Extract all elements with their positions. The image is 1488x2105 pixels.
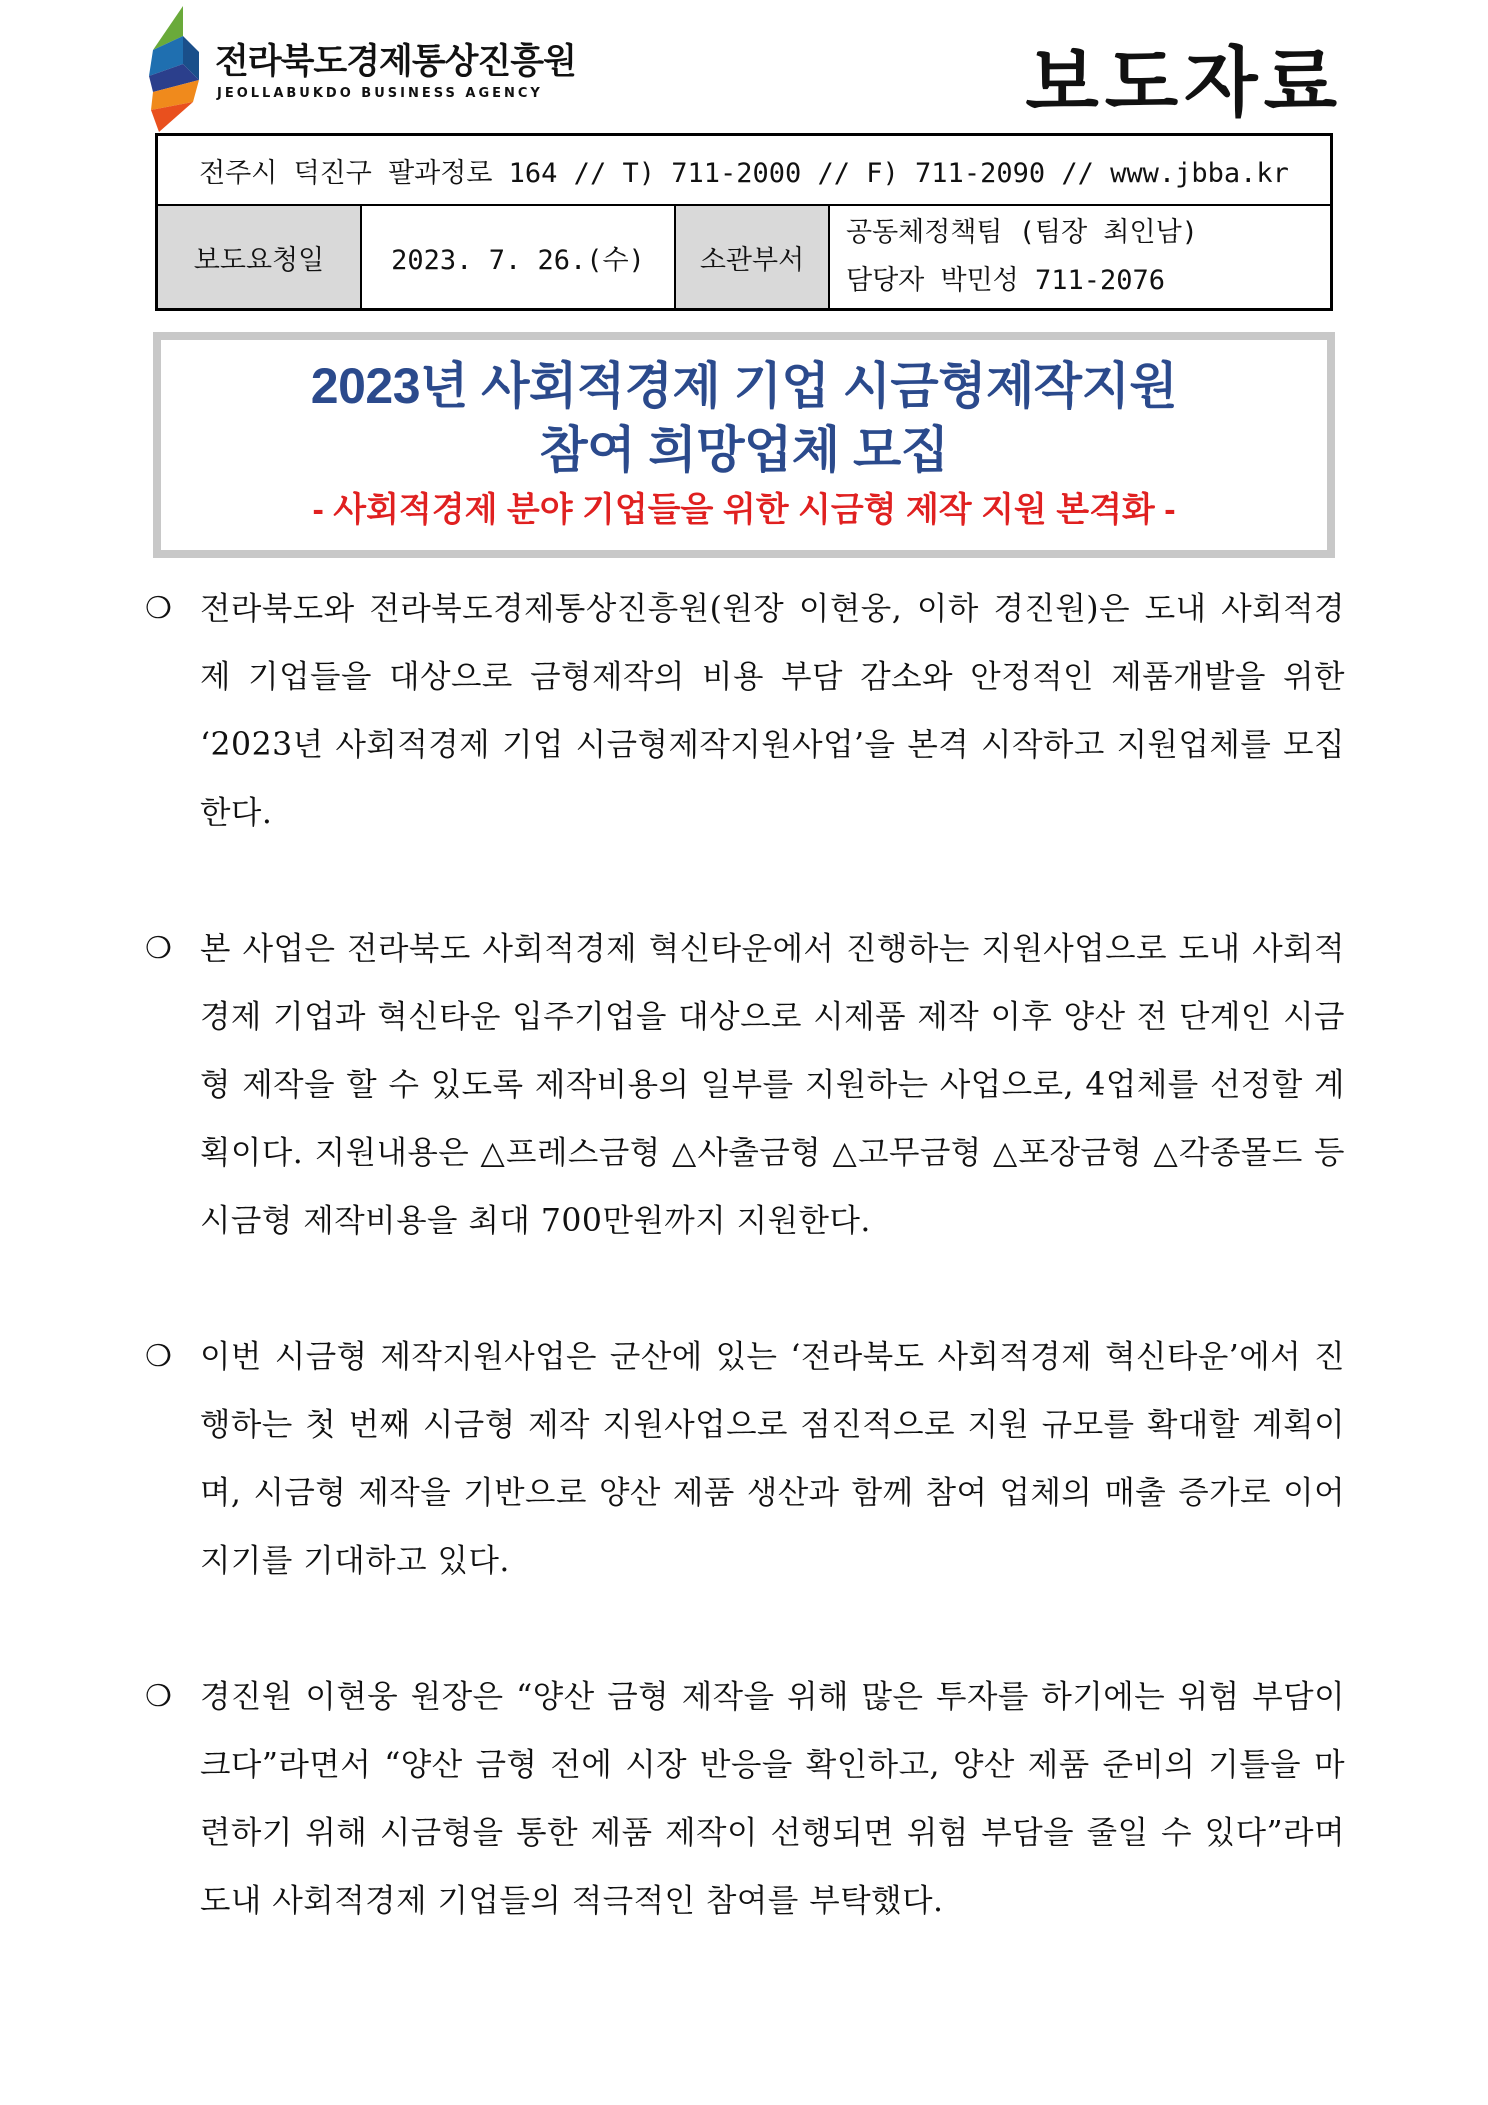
bullet-circle-icon: ❍ [145,931,173,966]
paragraph-text: 경진원 이현웅 원장은 “양산 금형 제작을 위해 많은 투자를 하기에는 위험 부담이 크다”라면서 “양산 금형 전에 시장 반응을 확인하고, 양산 제품 준비의 기틀을 마련하기 위해 시금형을 통한 제품 제작이 선행되면 위험 부담을 줄일 수 있다”라며 도내 사회적경제 기업들의 적극적인 참여를 부탁했다. [200,1679,1345,1919]
dept-label: 소관부서 [675,205,829,310]
agency-logo-icon [145,6,215,132]
title-box [153,332,1335,558]
headline-subtitle: - 사회적경제 분야 기업들을 위한 시금형 제작 지원 본격화 - [312,491,1176,529]
headline-line-2: 참여 희망업체 모집 [539,422,949,478]
request-date: 2023. 7. 26.(수) [361,205,675,310]
paragraph-text: 본 사업은 전라북도 사회적경제 혁신타운에서 진행하는 지원사업으로 도내 사회적경제 기업과 혁신타운 입주기업을 대상으로 시제품 제작 이후 양산 전 단계인 시금형 제작을 할 수 있도록 제작비용의 일부를 지원하는 사업으로, 4업체를 선정할 계획이다. 지원내용은 △프레스금형 △사출금형 △고무금형 △포장금형 △각종몰드 등 시금형 제작비용을 최대 700만원까지 지원한다. [200,931,1345,1239]
document-type: 보도자료 [1025,38,1343,127]
paragraph [145,575,1345,847]
bullet-circle-icon: ❍ [145,1339,173,1374]
dept-info [829,205,1332,310]
headline-line-1: 2023년 사회적경제 기업 시금형제작지원 [310,358,1178,414]
agency-logo [145,6,576,132]
dept-team: 공동체정책팀 (팀장 최인남) [846,217,1198,248]
dept-contact: 담당자 박민성 711-2076 [846,265,1166,296]
paragraph [145,1663,1345,1935]
bullet-circle-icon: ❍ [145,591,173,626]
request-date-label: 보도요청일 [157,205,362,310]
article-body [145,575,1345,2003]
meta-row [157,205,1332,310]
address-row [157,135,1332,206]
info-table [155,133,1333,311]
paragraph [145,1323,1345,1595]
paragraph-text: 전라북도와 전라북도경제통상진흥원(원장 이현웅, 이하 경진원)은 도내 사회적경제 기업들을 대상으로 금형제작의 비용 부담 감소와 안정적인 제품개발을 위한 ‘2023년 사회적경제 기업 시금형제작지원사업’을 본격 시작하고 지원업체를 모집한다. [200,591,1345,831]
bullet-circle-icon: ❍ [145,1679,173,1714]
org-name-en: JEOLLABUKDO BUSINESS AGENCY [217,86,543,101]
org-name: 전라북도경제통상진흥원 [215,42,576,82]
paragraph-text: 이번 시금형 제작지원사업은 군산에 있는 ‘전라북도 사회적경제 혁신타운’에서 진행하는 첫 번째 시금형 제작 지원사업으로 점진적으로 지원 규모를 확대할 계획이며, 시금형 제작을 기반으로 양산 제품 생산과 함께 참여 업체의 매출 증가로 이어지기를 기대하고 있다. [200,1339,1345,1579]
address-line: 전주시 덕진구 팔과정로 164 // T) 711-2000 // F) 711-2090 // www.jbba.kr [157,135,1332,206]
paragraph [145,915,1345,1255]
